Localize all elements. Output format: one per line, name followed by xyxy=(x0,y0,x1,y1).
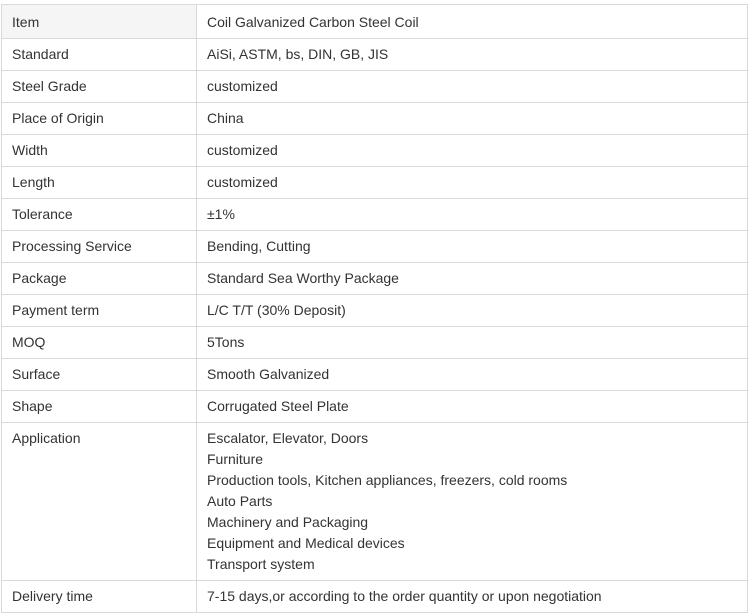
row-key: Standard xyxy=(2,39,197,71)
table-row xyxy=(2,103,748,135)
row-value: China xyxy=(197,103,748,135)
table-row xyxy=(2,39,748,71)
table-row xyxy=(2,327,748,359)
row-value: L/C T/T (30% Deposit) xyxy=(197,295,748,327)
application-line: Production tools, Kitchen appliances, freezers, cold rooms xyxy=(207,472,568,488)
row-key: Place of Origin xyxy=(2,103,197,135)
row-value: customized xyxy=(197,71,748,103)
table-row xyxy=(2,167,748,199)
table-row xyxy=(2,231,748,263)
application-line: Machinery and Packaging xyxy=(207,514,369,530)
spec-table xyxy=(1,4,748,613)
application-line: Escalator, Elevator, Doors xyxy=(207,430,369,446)
table-row xyxy=(2,5,748,39)
row-key: MOQ xyxy=(2,327,197,359)
application-line: Equipment and Medical devices xyxy=(207,535,405,551)
row-key: Width xyxy=(2,135,197,167)
row-key: Length xyxy=(2,167,197,199)
row-key: Package xyxy=(2,263,197,295)
row-key: Application xyxy=(2,423,197,581)
row-key: Steel Grade xyxy=(2,71,197,103)
row-value: Corrugated Steel Plate xyxy=(197,391,748,423)
application-line: Auto Parts xyxy=(207,493,273,509)
row-key: Item xyxy=(2,5,197,39)
table-row xyxy=(2,135,748,167)
table-row xyxy=(2,263,748,295)
row-key: Processing Service xyxy=(2,231,197,263)
table-row xyxy=(2,391,748,423)
row-value: 7-15 days,or according to the order quantity or upon negotiation xyxy=(197,581,748,613)
table-row xyxy=(2,581,748,613)
row-value xyxy=(197,423,748,581)
application-line: Furniture xyxy=(207,451,264,467)
row-value: Coil Galvanized Carbon Steel Coil xyxy=(197,5,748,39)
row-value: ±1% xyxy=(197,199,748,231)
row-value: Standard Sea Worthy Package xyxy=(197,263,748,295)
application-line: Transport system xyxy=(207,556,315,572)
row-value: Bending, Cutting xyxy=(197,231,748,263)
row-value: AiSi, ASTM, bs, DIN, GB, JIS xyxy=(197,39,748,71)
row-key: Delivery time xyxy=(2,581,197,613)
table-row xyxy=(2,295,748,327)
row-value: Smooth Galvanized xyxy=(197,359,748,391)
table-row xyxy=(2,199,748,231)
row-key: Tolerance xyxy=(2,199,197,231)
row-key: Shape xyxy=(2,391,197,423)
row-key: Payment term xyxy=(2,295,197,327)
row-value: 5Tons xyxy=(197,327,748,359)
table-row xyxy=(2,71,748,103)
row-value: customized xyxy=(197,167,748,199)
row-key: Surface xyxy=(2,359,197,391)
table-row xyxy=(2,359,748,391)
table-row xyxy=(2,423,748,581)
row-value: customized xyxy=(197,135,748,167)
